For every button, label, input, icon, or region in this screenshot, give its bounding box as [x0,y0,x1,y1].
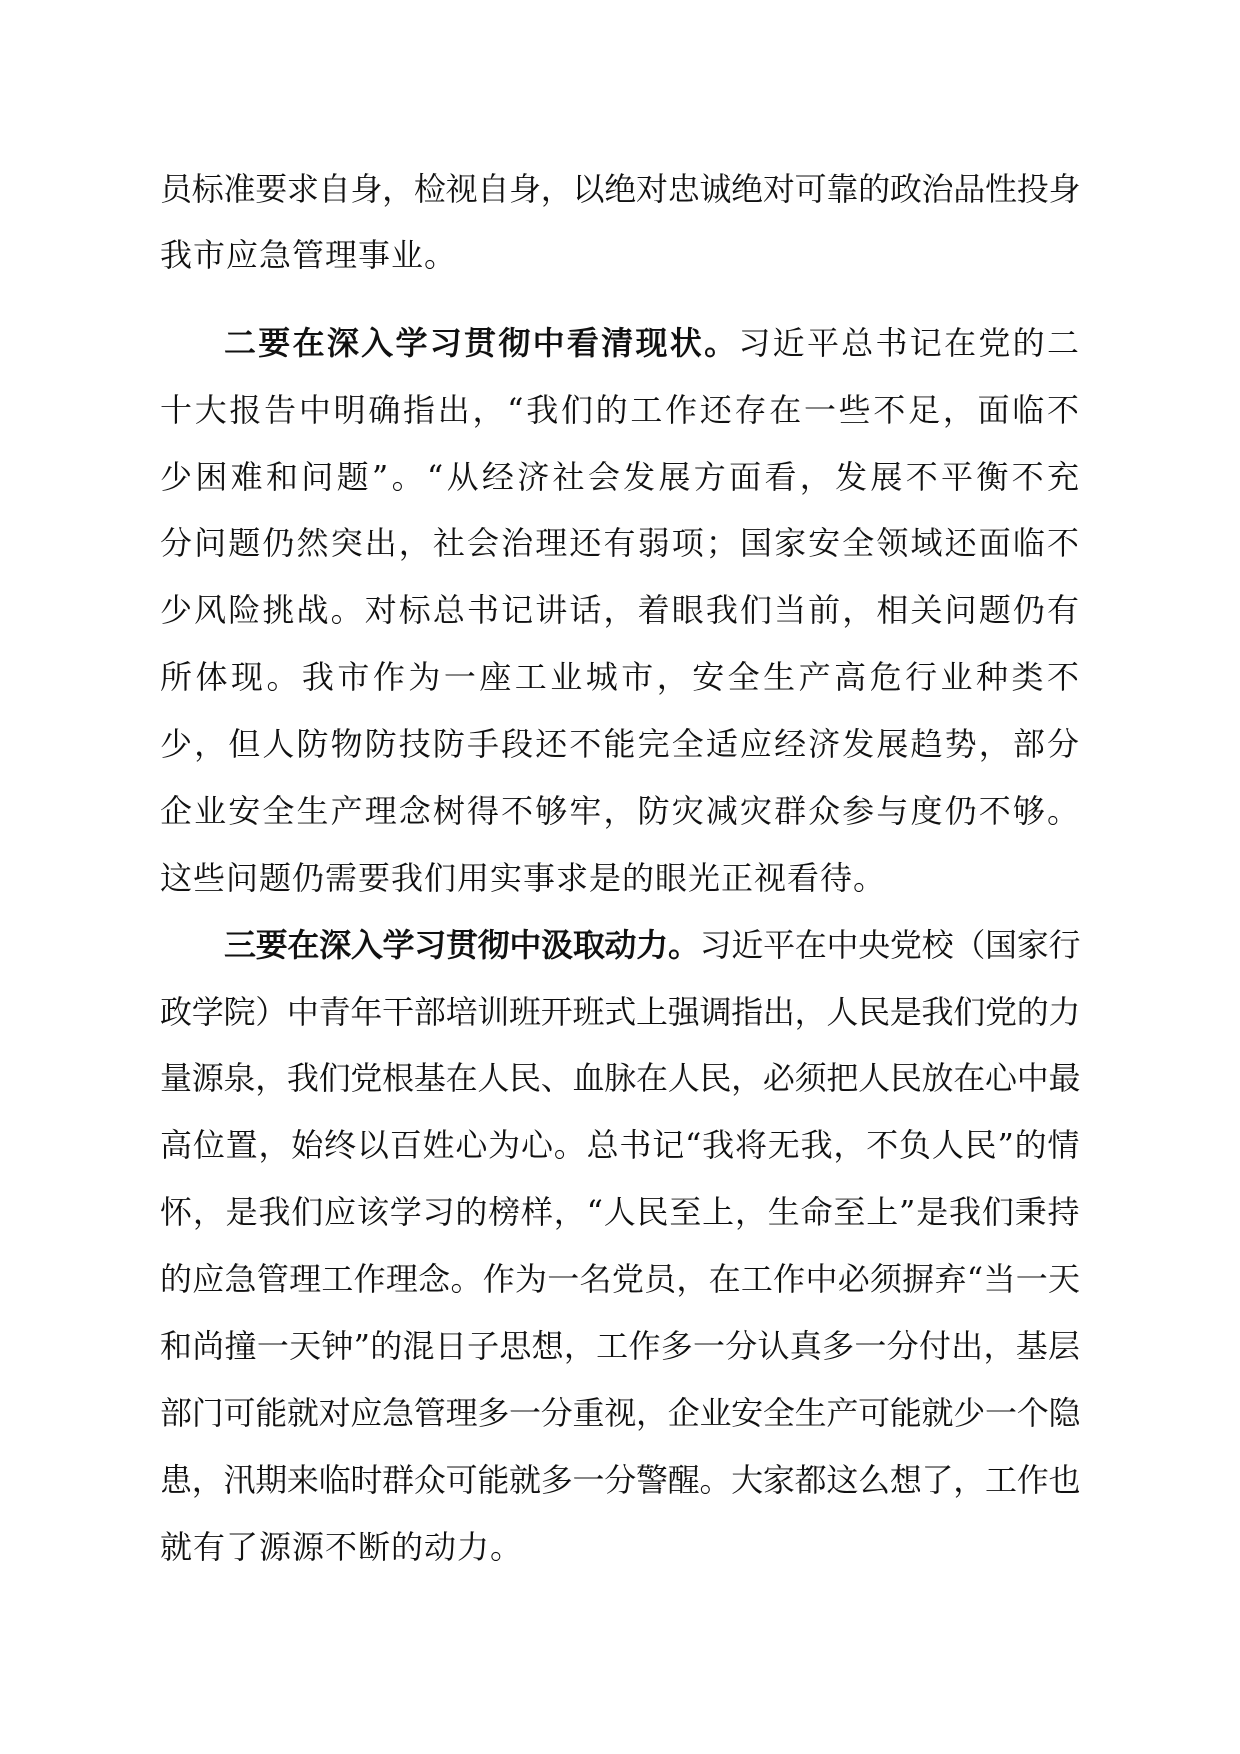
text-segment: 习近平在中央党校（国家行 [699,926,1080,964]
text-line [160,377,1080,443]
text-segment: 所体现。我市作为一座工业城市，安全生产高危行业种类不 [160,658,1080,696]
section-heading-2: 二要在深入学习贯彻中看清现状。 [224,324,739,362]
paragraph-3-first-line [224,912,1080,978]
text-line [160,979,1080,1045]
text-line [160,1179,1080,1245]
text-segment: 习近平总书记在党的二 [738,324,1080,362]
text-segment: 怀，是我们应该学习的榜样，“人民至上，生命至上”是我们秉持 [160,1193,1080,1231]
text-line [160,510,1080,576]
text-segment: 员标准要求自身，检视自身，以绝对忠诚绝对可靠的政治品性投身 [160,170,1080,208]
text-segment: 少，但人防物防技防手段还不能完全适应经济发展趋势，部分 [160,725,1080,763]
text-line [160,1112,1080,1178]
text-segment: 少风险挑战。对标总书记讲话，着眼我们当前，相关问题仍有 [160,591,1080,629]
text-segment: 的应急管理工作理念。作为一名党员，在工作中必须摒弃“当一天 [160,1260,1080,1298]
text-line [160,778,1080,844]
text-segment: 我市应急管理事业。 [160,236,458,274]
text-line [160,1045,1080,1111]
text-line [160,577,1080,643]
text-segment: 患，汛期来临时群众可能就多一分警醒。大家都这么想了，工作也 [160,1461,1080,1499]
section-heading-3: 三要在深入学习贯彻中汲取动力。 [224,926,700,964]
text-line [160,222,1080,288]
text-segment: 量源泉，我们党根基在人民、血脉在人民，必须把人民放在心中最 [160,1059,1080,1097]
text-line [160,711,1080,777]
text-segment: 高位置，始终以百姓心为心。总书记“我将无我，不负人民”的情 [160,1126,1080,1164]
text-segment: 和尚撞一天钟”的混日子思想，工作多一分认真多一分付出，基层 [160,1327,1080,1365]
text-line [160,1447,1080,1513]
text-line [160,156,1080,222]
paragraph-2-first-line [224,310,1080,376]
text-line [160,1380,1080,1446]
text-line [160,1313,1080,1379]
text-segment: 就有了源源不断的动力。 [160,1528,524,1566]
text-segment: 少困难和问题”。“从经济社会发展方面看，发展不平衡不充 [160,458,1080,496]
text-segment: 十大报告中明确指出，“我们的工作还存在一些不足，面临不 [160,391,1080,429]
text-line [160,1246,1080,1312]
text-line [160,444,1080,510]
text-segment: 政学院）中青年干部培训班开班式上强调指出，人民是我们党的力 [160,993,1080,1031]
text-line [160,845,1080,911]
text-segment: 部门可能就对应急管理多一分重视，企业安全生产可能就少一个隐 [160,1394,1080,1432]
text-segment: 企业安全生产理念树得不够牢，防灾减灾群众参与度仍不够。 [160,792,1080,830]
text-segment: 分问题仍然突出，社会治理还有弱项；国家安全领域还面临不 [160,524,1080,562]
text-line [160,1514,1080,1580]
text-segment: 这些问题仍需要我们用实事求是的眼光正视看待。 [160,859,887,897]
text-line [160,644,1080,710]
